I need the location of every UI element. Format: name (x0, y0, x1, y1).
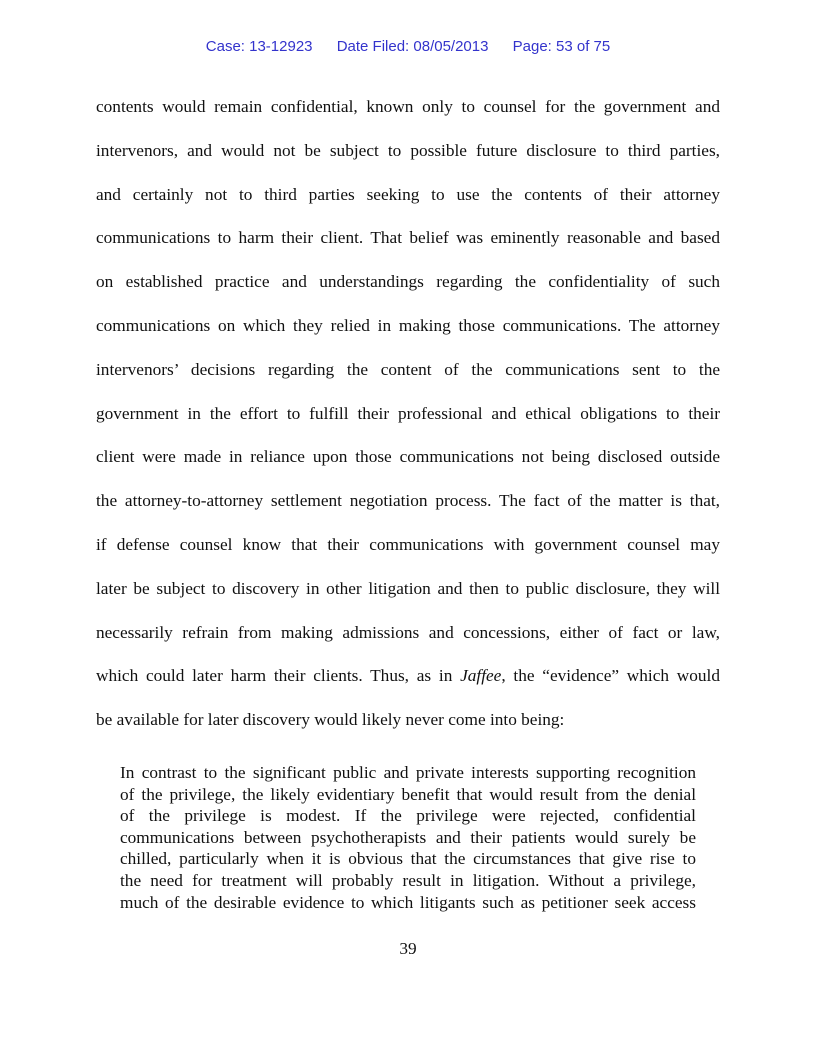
text-line: intervenors’ decisions regarding the content of the communications sent to the (96, 359, 720, 379)
text-line: necessarily refrain from making admissions and concessions, either of fact or law, (96, 622, 720, 642)
case-citation-jaffee: Jaffee (460, 666, 502, 686)
body-paragraph (96, 92, 720, 749)
text-line: be available for later discovery would likely never come into being: (96, 710, 565, 730)
text-segment: which could later harm their clients. Thus, as in (96, 666, 461, 686)
text-line: communications to harm their client. That belief was eminently reasonable and based (96, 228, 720, 248)
quote-line: chilled, particularly when it is obvious that the circumstances that give rise to (120, 849, 696, 869)
text-line: later be subject to discovery in other litigation and then to public disclosure, they will (96, 578, 720, 598)
text-line: if defense counsel know that their communications with government counsel may (96, 534, 720, 554)
quote-line: much of the desirable evidence to which litigants such as petitioner seek access (120, 892, 696, 912)
quote-line: of the privilege, the likely evidentiary benefit that would result from the denial (120, 784, 696, 804)
quote-line: of the privilege is modest. If the privilege were rejected, confidential (120, 806, 696, 826)
text-line: contents would remain confidential, known only to counsel for the government and (96, 97, 720, 116)
text-line: government in the effort to fulfill their professional and ethical obligations to their (96, 403, 720, 423)
text-segment: , the “evidence” which would (501, 666, 720, 686)
text-line: intervenors, and would not be subject to possible future disclosure to third parties, (96, 140, 720, 160)
case-number: Case: 13-12923 (205, 38, 313, 55)
text-line: and certainly not to third parties seeking to use the contents of their attorney (96, 184, 720, 204)
date-filed: Date Filed: 08/05/2013 (336, 38, 489, 55)
text-line: communications on which they relied in making those communications. The attorney (96, 315, 720, 335)
text-line-jaffee (96, 661, 720, 705)
case-header (0, 38, 816, 55)
page-number: 39 (399, 939, 417, 958)
page-indicator: Page: 53 of 75 (512, 38, 611, 55)
text-line: the attorney-to-attorney settlement negotiation process. The fact of the matter is that, (96, 491, 720, 511)
quote-line: In contrast to the significant public and private interests supporting recognition (120, 763, 696, 782)
text-line: on established practice and understandings regarding the confidentiality of such (96, 272, 720, 292)
block-quote (120, 762, 696, 913)
text-line: client were made in reliance upon those communications not being disclosed outside (96, 447, 720, 467)
quote-line: communications between psychotherapists and their patients would surely be (120, 827, 696, 847)
quote-line: the need for treatment will probably result in litigation. Without a privilege, (120, 870, 696, 890)
